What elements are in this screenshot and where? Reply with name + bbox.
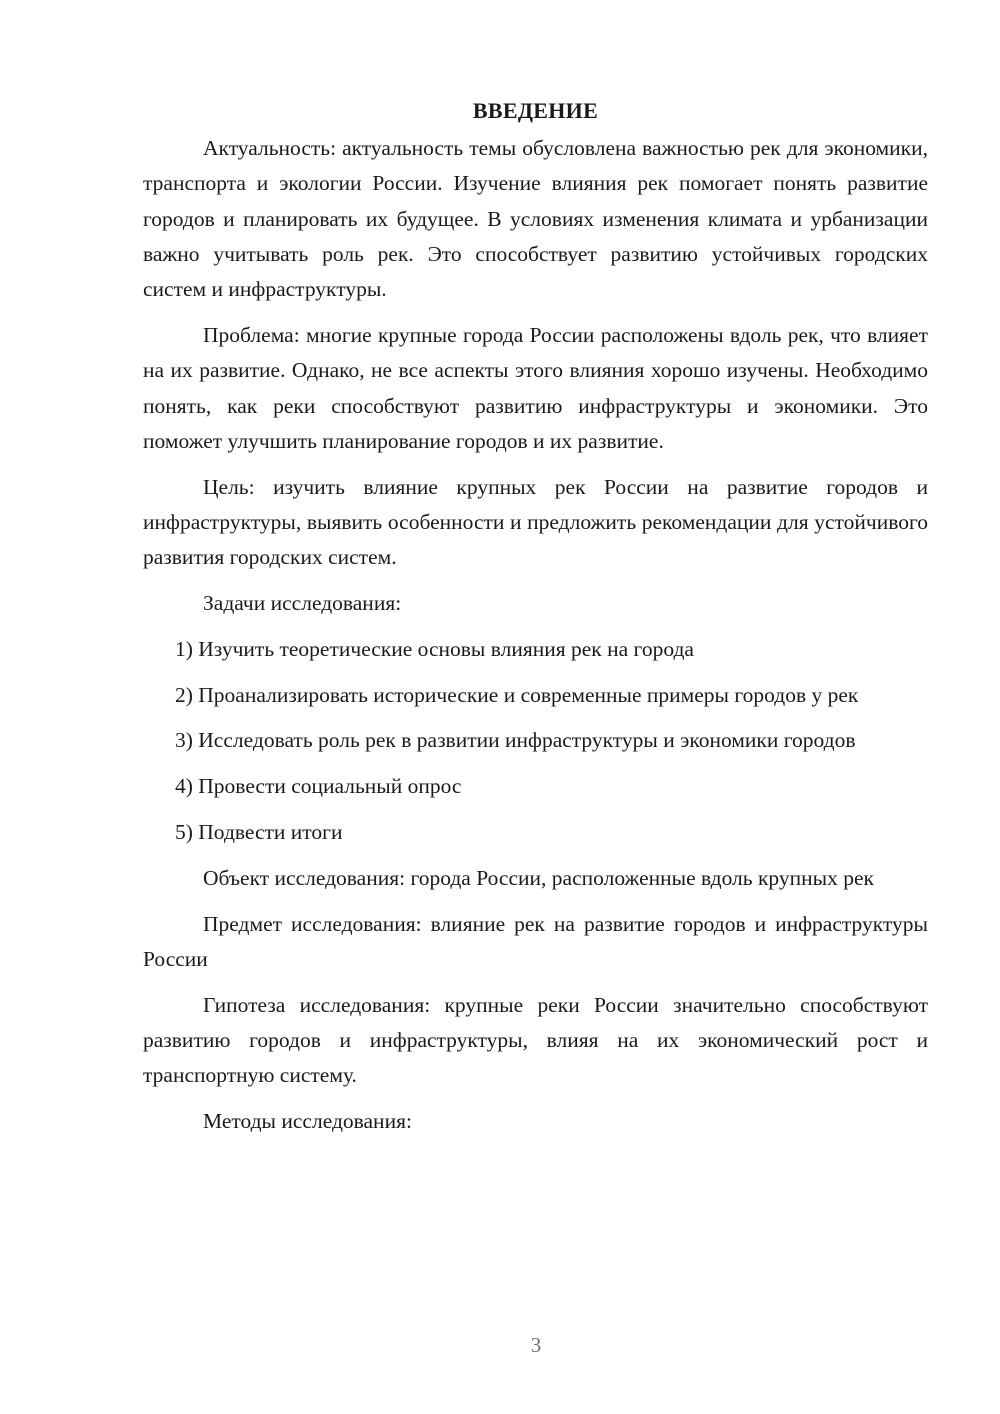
paragraph-goal: Цель: изучить влияние крупных рек России на развитие городов и инфраструктуры, выявить особенности и предложить рекомендации для устойчивого развития городских систем. [143,474,928,570]
task-item-5: 5) Подвести итоги [175,820,343,845]
paragraph-methods: Методы исследования: [203,1109,412,1134]
task-item-1: 1) Изучить теоретические основы влияния рек на города [175,636,694,661]
page-title: ВВЕДЕНИЕ [472,98,599,123]
task-item-4: 4) Провести социальный опрос [175,774,462,799]
page-number: 3 [530,1333,542,1357]
task-item-3: 3) Исследовать роль рек в развитии инфраструктуры и экономики городов [175,728,856,753]
paragraph-subject: Предмет исследования: влияние рек на развитие городов и инфраструктуры России [143,911,928,971]
paragraph-hypothesis: Гипотеза исследования: крупные реки России значительно способствуют развитию городов и инфраструктуры, влияя на их экономический рост и транспортную систему. [143,992,928,1088]
paragraph-tasks-heading: Задачи исследования: [203,591,402,616]
paragraph-relevance: Актуальность: актуальность темы обусловлена важностью рек для экономики, транспорта и экологии России. Изучение влияния рек помогает понять развитие городов и планировать их будущее. В условиях изменения климата и урбанизации важно учитывать роль рек. Это способствует развитию устойчивых городских систем и инфраструктуры. [143,136,928,302]
paragraph-object: Объект исследования: города России, расположенные вдоль крупных рек [203,865,874,890]
document-page [143,93,928,1150]
paragraph-problem: Проблема: многие крупные города России расположены вдоль рек, что влияет на их развитие. Однако, не все аспекты этого влияния хорошо изучены. Необходимо понять, как реки способствуют развитию инфраструктуры и экономики. Это поможет улучшить планирование городов и их развитие. [143,322,928,453]
task-item-2: 2) Проанализировать исторические и современные примеры городов у рек [175,682,859,707]
